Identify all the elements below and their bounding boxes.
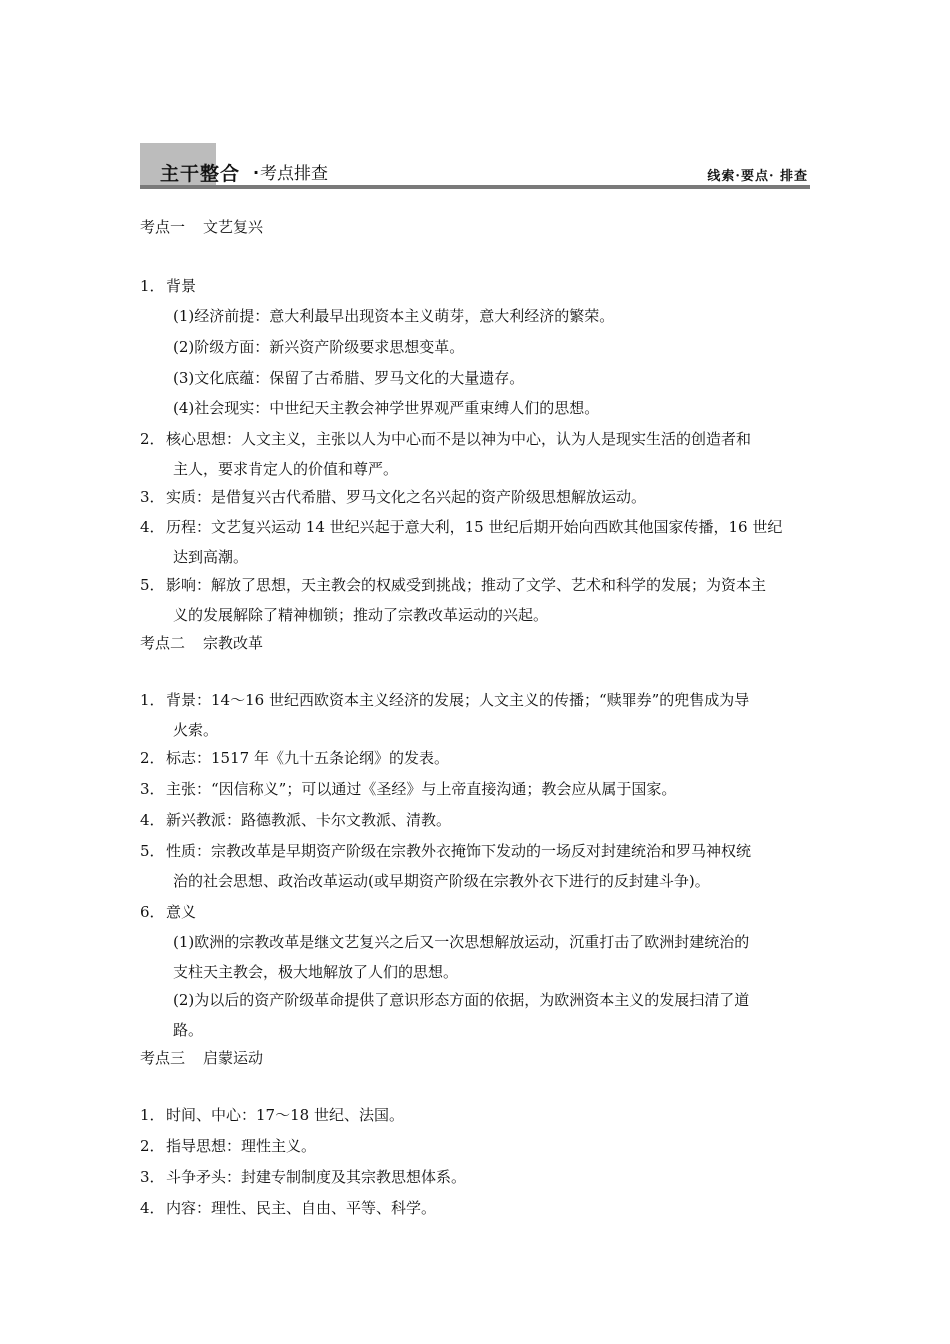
banner-rule (140, 185, 810, 189)
list-item: 4．内容：理性、民主、自由、平等、科学。 (140, 1199, 437, 1217)
sub-item: (1)欧洲的宗教改革是继文艺复兴之后又一次思想解放运动，沉重打击了欧洲封建统治的 支柱天主教会，极大地解放了人们的思想。 (173, 933, 750, 981)
section-heading-1 (140, 216, 263, 237)
list-item: 6．意义 (140, 903, 197, 921)
list-item: 3．斗争矛头：封建专制制度及其宗教思想体系。 (140, 1168, 467, 1186)
list-item: 5．影响：解放了思想，天主教会的权威受到挑战；推动了文学、艺术和科学的发展；为资本主 义的发展解除了精神枷锁；推动了宗教改革运动的兴起。 (140, 576, 767, 624)
sub-item: (1)经济前提：意大利最早出现资本主义萌芽，意大利经济的繁荣。 (173, 307, 615, 325)
section-name: 宗教改革 (203, 634, 264, 652)
list-item: 2．指导思想：理性主义。 (140, 1137, 317, 1155)
list-item: 4．历程：文艺复兴运动 14 世纪兴起于意大利，15 世纪后期开始向西欧其他国家传播，16 世纪 达到高潮。 (140, 518, 783, 566)
document-page (140, 0, 810, 1344)
section-name: 启蒙运动 (203, 1049, 264, 1067)
section-label: 考点三 (140, 1049, 186, 1067)
list-item: 3．主张：“因信称义”；可以通过《圣经》与上帝直接沟通；教会应从属于国家。 (140, 780, 677, 798)
sub-item: (4)社会现实：中世纪天主教会神学世界观严重束缚人们的思想。 (173, 399, 600, 417)
banner-subtitle: 考点排查 (260, 164, 328, 184)
section-heading-3 (140, 1047, 263, 1068)
list-item: 2．核心思想：人文主义，主张以人为中心而不是以神为中心，认为人是现实生活的创造者和 主人，要求肯定人的价值和尊严。 (140, 430, 752, 478)
sub-item: (2)为以后的资产阶级革命提供了意识形态方面的依据，为欧洲资本主义的发展扫清了道 路。 (173, 991, 750, 1039)
banner-dot: · (253, 163, 260, 182)
header-banner (140, 143, 810, 189)
list-item: 2．标志：1517 年《九十五条论纲》的发表。 (140, 749, 449, 767)
list-item: 3．实质：是借复兴古代希腊、罗马文化之名兴起的资产阶级思想解放运动。 (140, 488, 647, 506)
section-name: 文艺复兴 (203, 218, 264, 236)
sub-item: (3)文化底蕴：保留了古希腊、罗马文化的大量遗存。 (173, 369, 525, 387)
section-label: 考点一 (140, 218, 186, 236)
banner-right-label: 线索·要点· 排查 (707, 169, 808, 184)
sub-item: (2)阶级方面：新兴资产阶级要求思想变革。 (173, 338, 465, 356)
list-item: 4．新兴教派：路德教派、卡尔文教派、清教。 (140, 811, 452, 829)
list-item: 1．时间、中心：17～18 世纪、法国。 (140, 1106, 404, 1124)
banner-title: 主干整合 (160, 163, 241, 185)
section-label: 考点二 (140, 634, 186, 652)
section-heading-2 (140, 632, 263, 653)
list-item: 1．背景 (140, 277, 197, 295)
list-item: 1．背景：14～16 世纪西欧资本主义经济的发展；人文主义的传播；“赎罪券”的兜售成为导 火索。 (140, 691, 750, 739)
list-item: 5．性质：宗教改革是早期资产阶级在宗教外衣掩饰下发动的一场反对封建统治和罗马神权统 治的社会思想、政治改革运动(或早期资产阶级在宗教外衣下进行的反封建斗争)。 (140, 842, 752, 890)
